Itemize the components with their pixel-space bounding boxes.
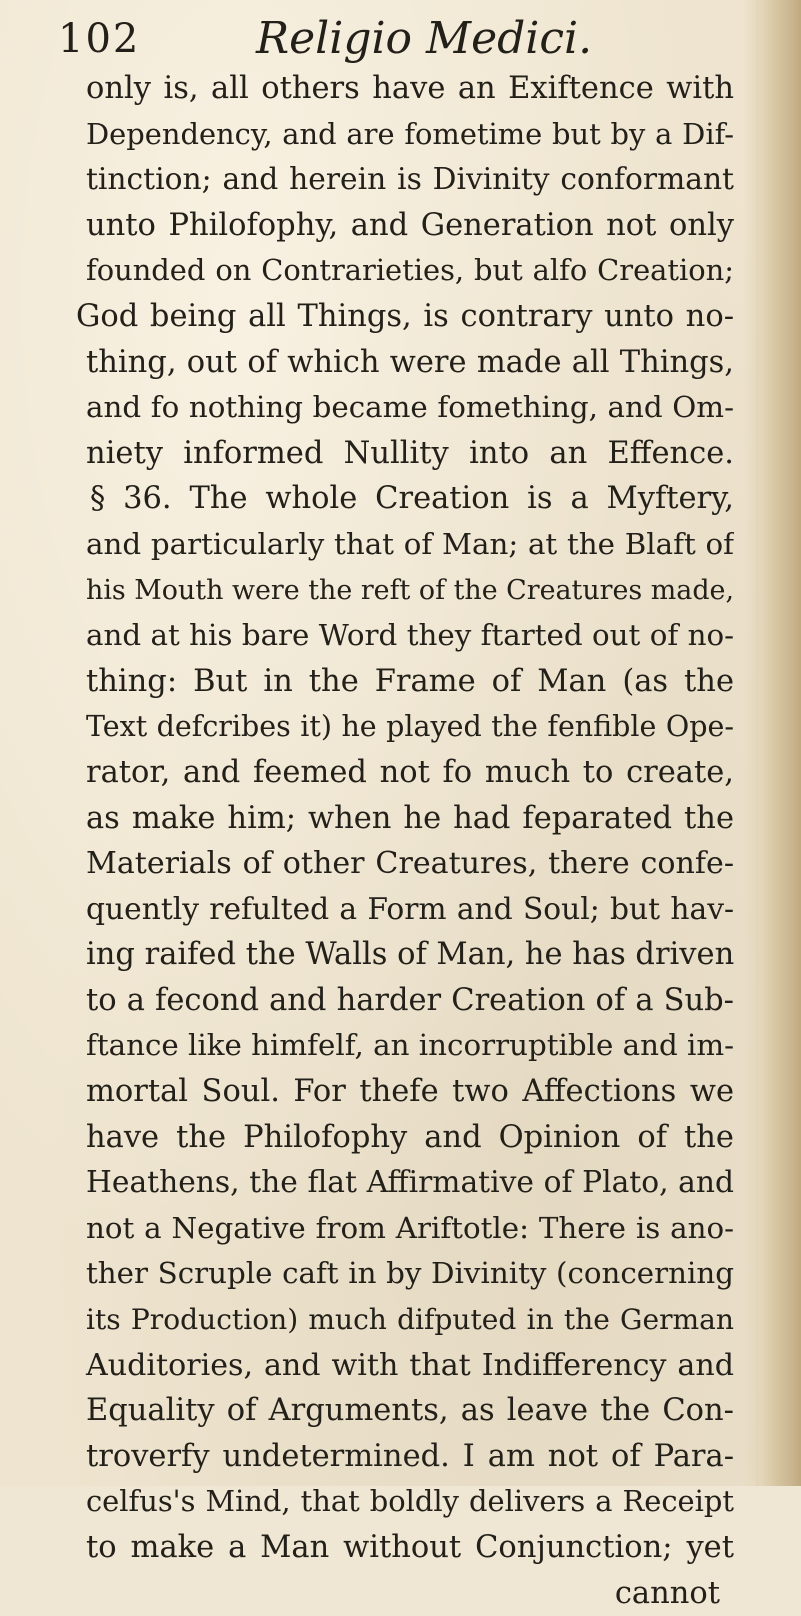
text-line: celfus's Mind, that boldly delivers a Receipt — [86, 1484, 734, 1519]
text-line: God being all Things, is contrary unto no- — [76, 298, 734, 334]
text-line: quently refulted a Form and Soul; but hav- — [86, 891, 734, 927]
text-line: ing raifed the Walls of Man, he has driven — [86, 937, 734, 973]
catchword: cannot — [614, 1575, 720, 1611]
page-edge — [743, 0, 801, 1486]
text-line: unto Philofophy, and Generation not only — [86, 207, 734, 243]
text-line: thing: But in the Frame of Man (as the — [86, 663, 734, 699]
text-line: Materials of other Creatures, there confe- — [86, 846, 734, 882]
text-line: its Production) much difputed in the German — [86, 1303, 734, 1337]
text-line: rator, and feemed not fo much to create, — [86, 754, 734, 790]
text-line: Auditories, and with that Indifferency and — [86, 1347, 734, 1383]
text-line: founded on Contrarieties, but alfo Creation; — [86, 253, 734, 288]
text-line: to a fecond and harder Creation of a Sub- — [86, 982, 734, 1018]
text-line: ftance like himfelf, an incorruptible and im- — [86, 1028, 734, 1063]
text-line: Heathens, the flat Affirmative of Plato, and — [86, 1165, 734, 1201]
text-line: mortal Soul. For thefe two Affections we — [86, 1074, 734, 1110]
text-line: ther Scruple caft in by Divinity (concerning — [86, 1256, 734, 1291]
running-head: Religio Medici. — [256, 13, 593, 64]
text-line: as make him; when he had feparated the — [86, 800, 734, 836]
text-line: and fo nothing became fomething, and Om- — [86, 390, 734, 425]
text-line: and particularly that of Man; at the Blaft of — [86, 526, 734, 561]
text-line: only is, all others have an Exiftence with — [86, 71, 734, 106]
page-header — [58, 14, 698, 64]
text-line: Equality of Arguments, as leave the Con- — [86, 1393, 734, 1429]
section-start-line: § 36. The whole Creation is a Myftery, — [90, 481, 734, 517]
text-line: tinction; and herein is Divinity conformant — [86, 162, 734, 198]
text-line: Dependency, and are fometime but by a Dif- — [86, 116, 734, 151]
text-line: not a Negative from Ariftotle: There is ano- — [86, 1210, 734, 1245]
text-line: niety informed Nullity into an Effence. — [86, 435, 734, 471]
body-text — [56, 66, 734, 1616]
text-line: his Mouth were the reft of the Creatures made, — [86, 574, 734, 606]
text-line: Text defcribes it) he played the fenfible Ope- — [86, 710, 734, 744]
text-line: thing, out of which were made all Things, — [86, 344, 734, 380]
page-number: 102 — [58, 16, 141, 62]
text-line: and at his bare Word they ftarted out of no- — [86, 618, 734, 653]
text-line: troverfy undetermined. I am not of Para- — [86, 1438, 734, 1474]
text-line: to make a Man without Conjunction; yet — [86, 1530, 734, 1565]
text-line: have the Philofophy and Opinion of the — [86, 1119, 734, 1155]
